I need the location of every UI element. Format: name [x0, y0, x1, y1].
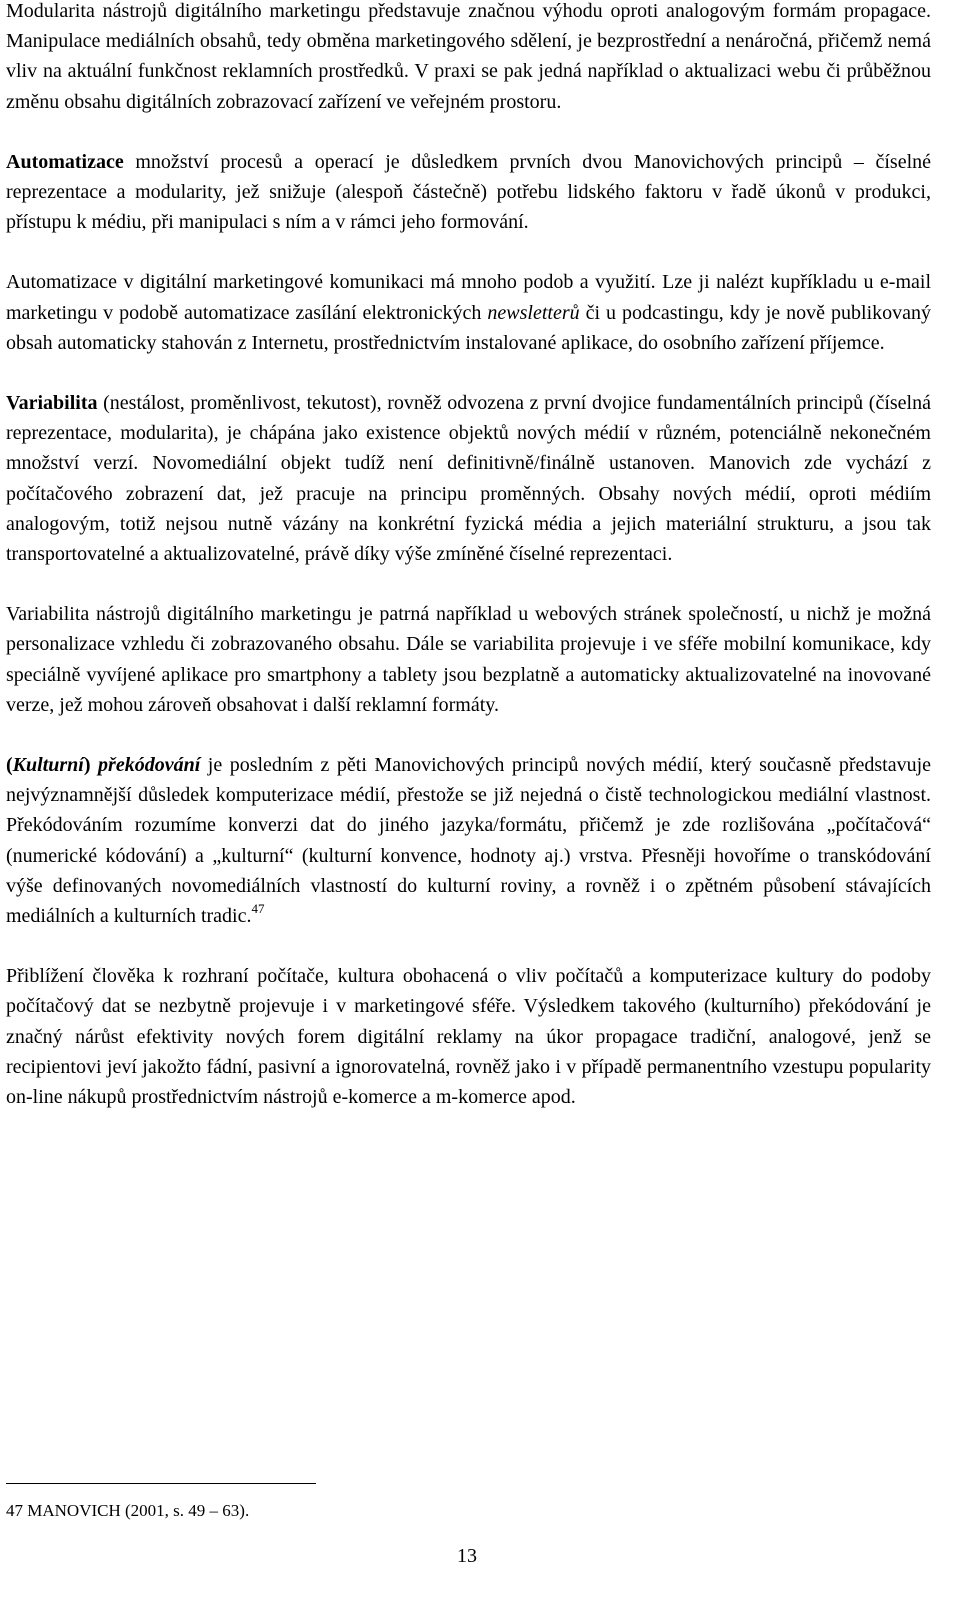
- paragraph-text: Automatizace v digitální marketingové komunikaci má mnoho podob a využití. Lze ji nalézt kupříkladu u e-mail marketingu v podobě automatizace zasílání elektronických: [6, 271, 931, 324]
- term-prekodovani: překódování: [98, 754, 201, 777]
- paragraph-automation-definition: [6, 147, 931, 238]
- paren-open: (: [6, 754, 13, 777]
- footnote-reference[interactable]: 47: [251, 901, 265, 917]
- paragraph-variability-marketing: [6, 599, 931, 720]
- paragraph-text: je posledním z pěti Manovichových principů nových médií, který současně představuje nejvýznamnější důsledek komputerizace médií, přestože se již nejedná o čistě technologickou mediální vlastnost. Překódováním rozumíme konverzi dat do jiného jazyka/formátu, přičemž je zde rozlišována „počítačová“ (numerické kódování) a „kulturní“ (kulturní konvence, hodnoty aj.) vrstva. Přesněji hovoříme o transkódování výše definovaných novomediálních vlastností do kulturní roviny, a rovněž i o zpětném působení stávajících mediálních a kulturních tradic.: [6, 754, 932, 928]
- paragraph-automation-marketing: [6, 267, 931, 358]
- term-variabilita: Variabilita: [6, 392, 98, 415]
- term-newsletters: newsletterů: [487, 301, 580, 324]
- paragraph-transcoding-marketing: [6, 961, 931, 1112]
- paragraph-variability-definition: [6, 388, 931, 569]
- paren-close: ): [83, 754, 91, 777]
- page-number: 13: [457, 1545, 477, 1567]
- term-kulturni: Kulturní: [12, 754, 84, 777]
- paragraph-text: Variabilita nástrojů digitálního marketingu je patrná například u webových stránek společností, u nichž je možná personalizace vzhledu či zobrazovaného obsahu. Dále se variabilita projevuje i ve sféře mobilní komunikace, kdy speciálně vyvíjené aplikace pro smartphony a tablety jsou bezplatně a automaticky aktualizovatelné na inovované verze, jež mohou zároveň obsahovat i další reklamní formáty.: [6, 603, 931, 716]
- paragraph-transcoding-definition: [6, 750, 931, 931]
- footnote: 47 MANOVICH (2001, s. 49 – 63).: [6, 1501, 250, 1520]
- paragraph-text: či u podcastingu, kdy je nově publikovaný obsah automaticky stahován z Internetu, prostřednictvím instalované aplikace, do osobního zařízení příjemce.: [6, 301, 932, 354]
- term-automatizace: Automatizace: [6, 150, 124, 173]
- body-text: [6, 0, 931, 1142]
- paragraph-text: Modularita nástrojů digitálního marketingu představuje značnou výhodu oproti analogovým formám propagace. Manipulace mediálních obsahů, tedy obměna marketingového sdělení, je bezprostřední a nenáročná, přičemž nemá vliv na aktuální funkčnost reklamních prostředků. V praxi se pak jedná například o aktualizaci webu či průběžnou změnu obsahu digitálních zobrazovací zařízení ve veřejném prostoru.: [6, 0, 931, 113]
- paragraph-modularity: [6, 0, 931, 117]
- paragraph-text: Přiblížení člověka k rozhraní počítače, kultura obohacená o vliv počítačů a komputerizace kultury do podoby počítačový dat se nezbytně projevuje i v marketingové sféře. Výsledkem takového (kulturního) překódování je značný nárůst efektivity nových forem digitální reklamy na úkor propagace tradiční, analogové, jenž se recipientovi jeví jakožto fádní, pasivní a ignorovatelná, rovněž jako i v případě permanentního vzestupu popularity on-line nákupů prostřednictvím nástrojů e-komerce a m-komerce apod.: [6, 965, 931, 1109]
- paragraph-text: množství procesů a operací je důsledkem prvních dvou Manovichových principů – číselné reprezentace a modularity, jež snižuje (alespoň částečně) potřebu lidského faktoru v řadě úkonů v produkci, přístupu k médiu, při manipulaci s ním a v rámci jeho formování.: [6, 150, 931, 234]
- paragraph-text: (nestálost, proměnlivost, tekutost), rovněž odvozena z první dvojice fundamentálních principů (číselná reprezentace, modularita), je chápána jako existence objektů nových médií v různém, potenciálně nekonečném množství verzí. Novomediální objekt tudíž není definitivně/finálně ustanoven. Manovich zde vychází z počítačového zobrazení dat, jež pracuje na principu proměnných. Obsahy nových médií, oproti médiím analogovým, totiž nejsou nutně vázány na konkrétní fyzická média a jejich materiální strukturu, a jsou tak transportovatelné a aktualizovatelné, právě díky výše zmíněné číselné reprezentaci.: [6, 392, 931, 566]
- footnote-separator: [6, 1483, 316, 1484]
